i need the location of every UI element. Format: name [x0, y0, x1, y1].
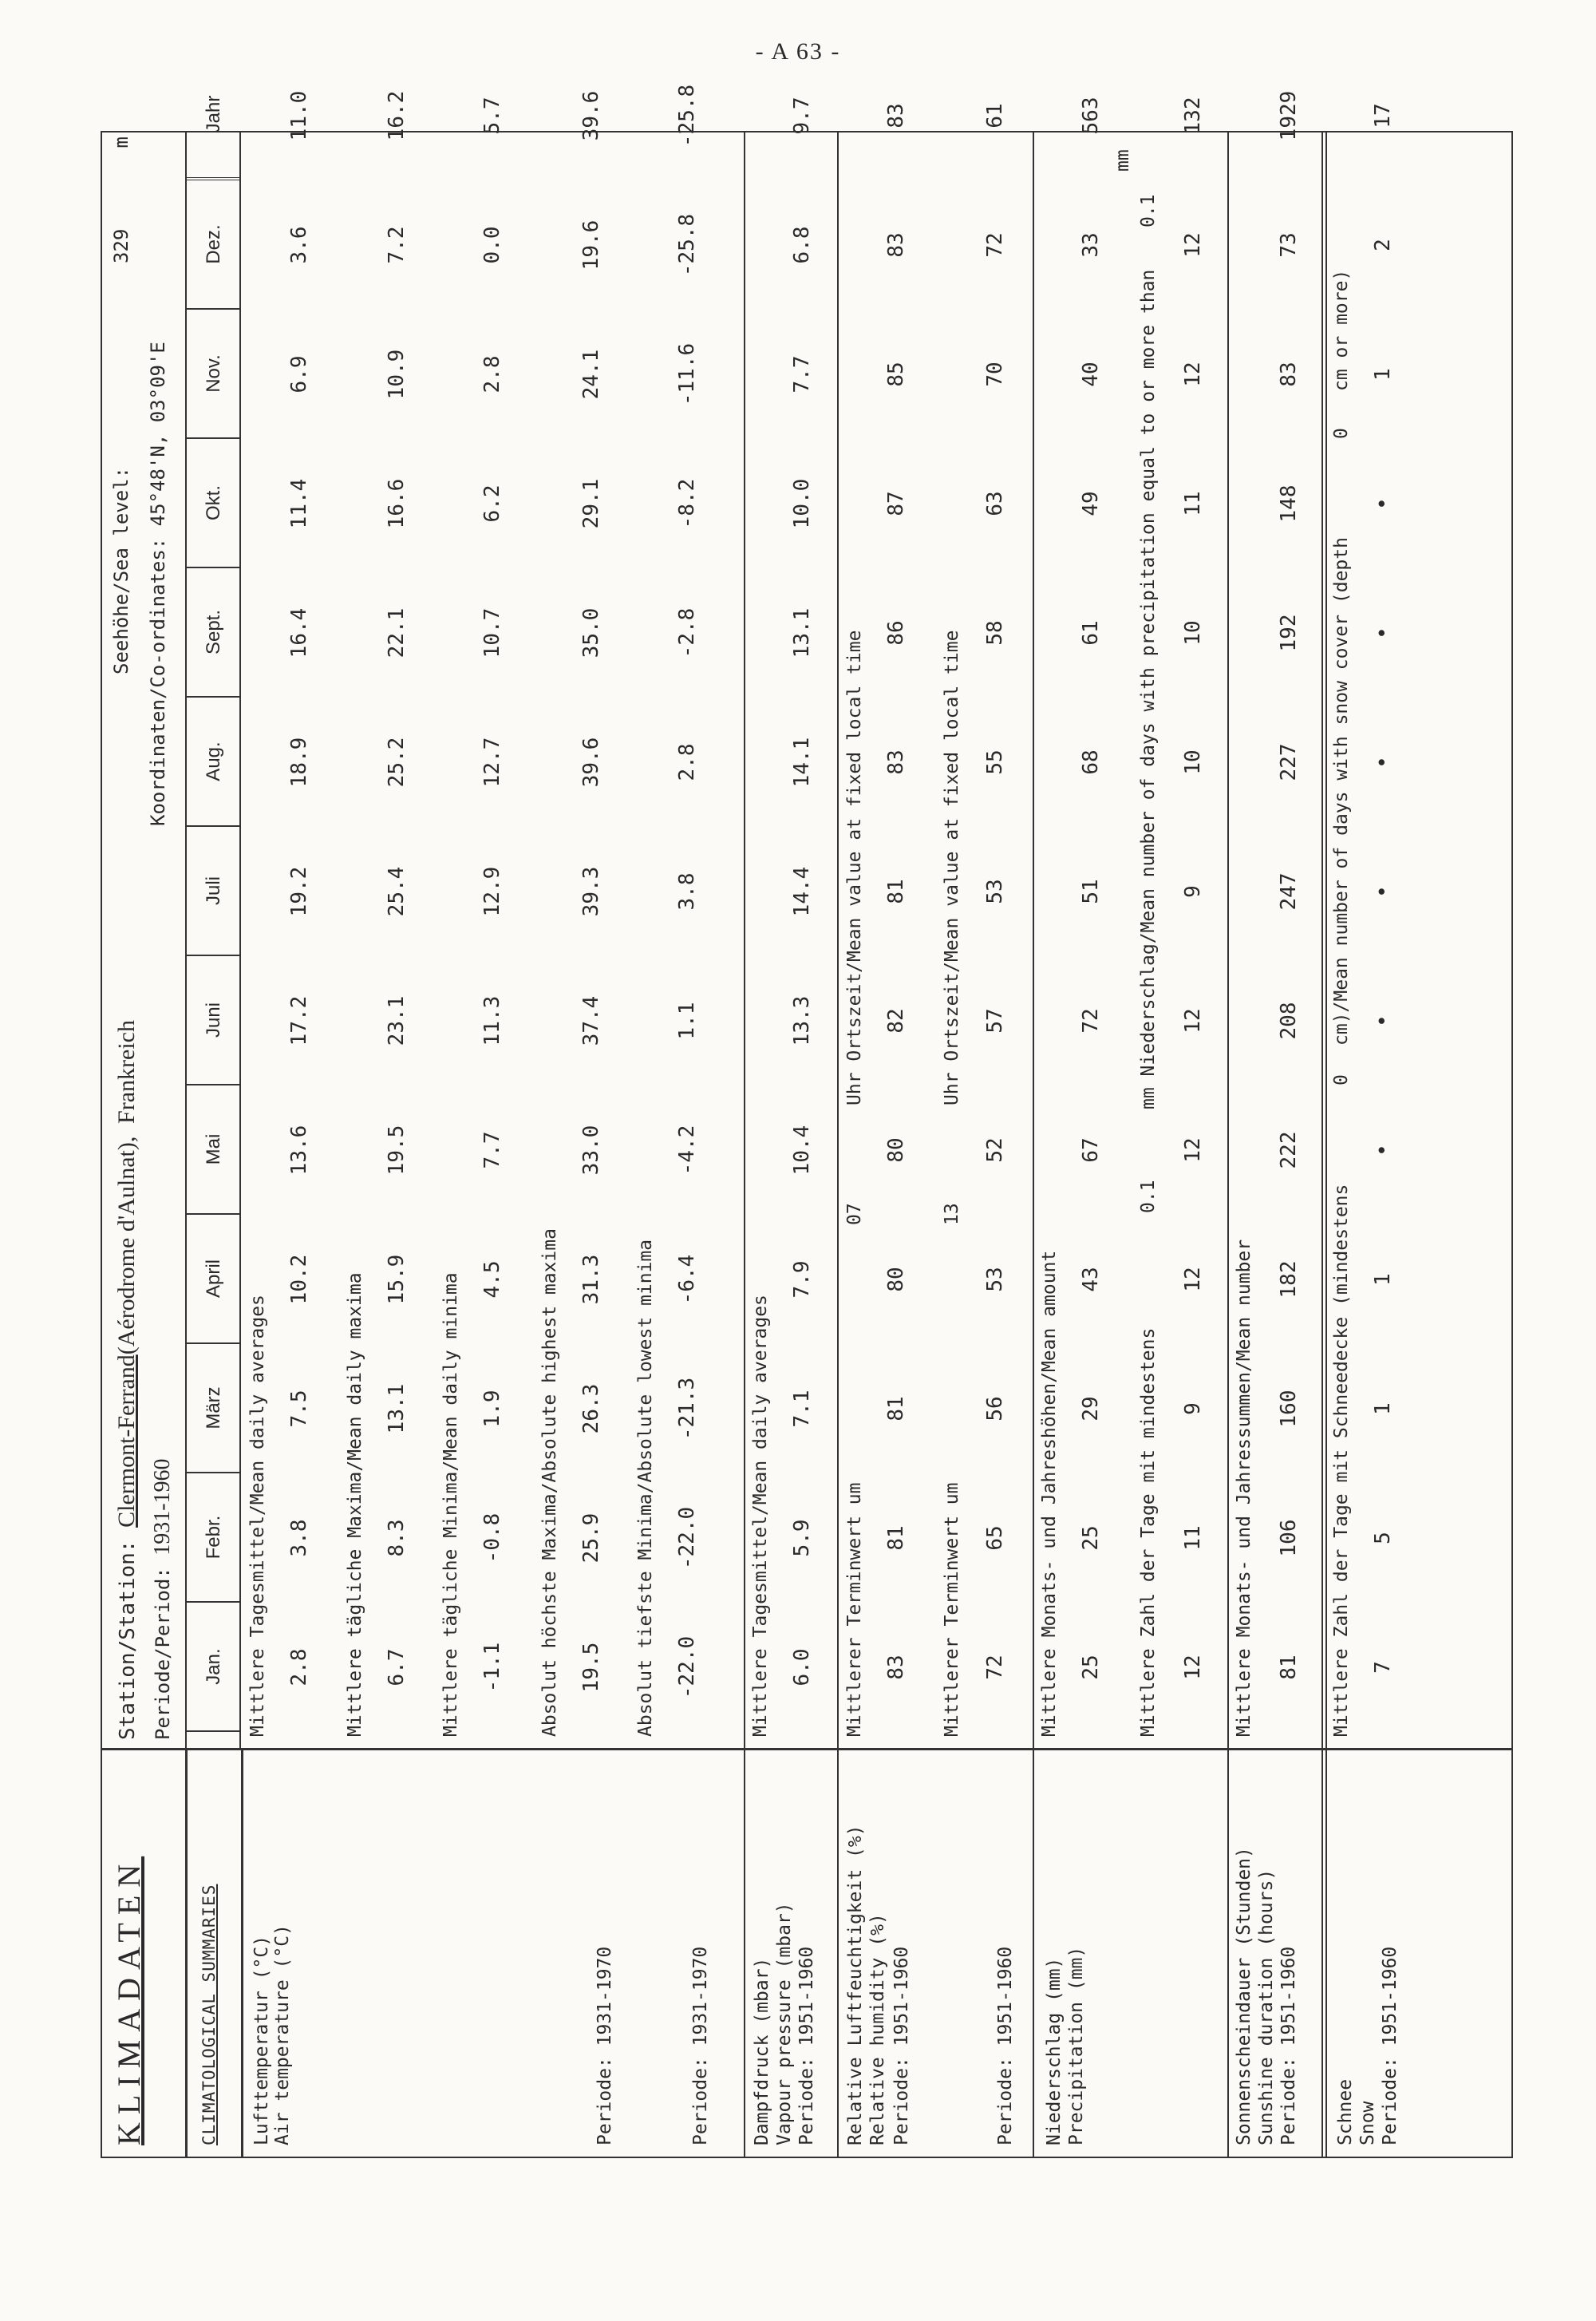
sunshine-value-4: 222 — [1277, 1131, 1301, 1169]
snow-label-de: Schnee — [1335, 2078, 1356, 2145]
precipitation-amount-value-10: 40 — [1079, 362, 1103, 387]
temperature-row-title-2: Mittlere tägliche Minima/Mean daily minima — [440, 1272, 461, 1737]
humidity-row1-title-b: Uhr Ortszeit/Mean value at fixed local time — [844, 630, 865, 1105]
precipitation-label-de: Niederschlag (mm) — [1044, 1957, 1065, 2145]
snow-value-4: • — [1371, 1144, 1395, 1157]
temperature-value-0-8: 16.4 — [287, 607, 311, 658]
month-header-7: Aug. — [187, 698, 241, 827]
period-header — [150, 1458, 176, 1740]
section-divider-precipitation — [1033, 132, 1034, 1748]
temperature-value-0-10: 6.9 — [287, 355, 311, 393]
precipitation-days-value-5: 12 — [1181, 1008, 1205, 1034]
sunshine-value-0: 81 — [1277, 1655, 1301, 1680]
precipitation-days-value-8: 10 — [1181, 620, 1205, 646]
snow-depth: 0 — [1331, 1074, 1352, 1085]
sunshine-value-8: 192 — [1277, 614, 1301, 652]
temperature-value-1-12: 16.2 — [385, 90, 409, 141]
temperature-value-3-12: 39.6 — [579, 90, 603, 141]
precipitation-row2-title-b: mm Niederschlag/Mean number of days with precipitation equal to or more than — [1138, 269, 1159, 1109]
humidity-07-value-2: 81 — [884, 1396, 908, 1421]
subtitle-box — [185, 1750, 241, 2157]
page-title: KLIMADATEN — [111, 1856, 147, 2145]
humidity-13-value-5: 57 — [983, 1008, 1007, 1034]
vapour-value-7: 14.1 — [790, 737, 814, 788]
humidity-07-value-11: 83 — [884, 232, 908, 258]
section-divider-vapour — [744, 132, 745, 1748]
month-header-10: Nov. — [187, 310, 241, 439]
month-header-12: Jahr — [187, 51, 241, 180]
temperature-value-4-7: 2.8 — [675, 743, 699, 781]
humidity-07-value-0: 83 — [884, 1655, 908, 1680]
sunshine-value-11: 73 — [1277, 232, 1301, 258]
temperature-value-0-1: 3.8 — [287, 1519, 311, 1557]
humidity-period-1: Periode: 1951-1960 — [891, 1946, 912, 2145]
section-divider-snow — [1325, 132, 1327, 1748]
temperature-value-1-11: 7.2 — [385, 226, 409, 264]
temperature-value-4-10: -11.6 — [675, 342, 699, 406]
snow-row-title-b: cm)/Mean number of days with snow cover (depth — [1331, 537, 1352, 1046]
snow-value-1: 5 — [1371, 1532, 1395, 1544]
temperature-value-0-3: 10.2 — [287, 1254, 311, 1305]
sunshine-label-en: Sunshine duration (hours) — [1256, 1868, 1277, 2145]
temperature-value-4-12: -25.8 — [675, 84, 699, 148]
humidity-13-value-3: 53 — [983, 1267, 1007, 1292]
temperature-value-3-8: 35.0 — [579, 607, 603, 658]
sunshine-label-de: Sonnenscheindauer (Stunden) — [1234, 1847, 1254, 2145]
section-divider-sunshine — [1227, 132, 1229, 1748]
month-header-5: Juni — [187, 956, 241, 1085]
temperature-value-2-9: 6.2 — [480, 484, 504, 523]
temperature-value-4-11: -25.8 — [675, 213, 699, 277]
temperature-value-1-0: 6.7 — [385, 1648, 409, 1686]
temperature-value-4-8: -2.8 — [675, 607, 699, 658]
station-label: Station/Station: — [116, 1540, 140, 1740]
sunshine-value-3: 182 — [1277, 1260, 1301, 1299]
precipitation-amount-value-5: 72 — [1079, 1008, 1103, 1034]
snow-value-8: • — [1371, 627, 1395, 639]
vapour-value-8: 13.1 — [790, 607, 814, 658]
precipitation-amount-value-12: 563 — [1079, 97, 1103, 135]
temperature-row-title-3: Absolut höchste Maxima/Absolute highest maxima — [539, 1228, 560, 1737]
sunshine-value-5: 208 — [1277, 1002, 1301, 1040]
precipitation-days-value-12: 132 — [1181, 97, 1205, 135]
temperature-value-0-2: 7.5 — [287, 1390, 311, 1428]
vapour-value-10: 7.7 — [790, 355, 814, 393]
temperature-value-0-4: 13.6 — [287, 1125, 311, 1176]
month-header-0: Jan. — [187, 1603, 241, 1732]
temperature-value-1-4: 19.5 — [385, 1125, 409, 1176]
elevation-unit: m — [110, 136, 132, 148]
temperature-value-3-5: 37.4 — [579, 995, 603, 1046]
temperature-period-1: Periode: 1931-1970 — [595, 1946, 615, 2145]
precipitation-days-value-4: 12 — [1181, 1137, 1205, 1163]
snow-value-11: 2 — [1371, 239, 1395, 251]
station-detail: (Aérodrome d'Aulnat), — [113, 1136, 140, 1355]
category-column — [102, 1748, 1511, 2157]
vapour-category — [744, 1750, 837, 2157]
vapour-value-2: 7.1 — [790, 1390, 814, 1428]
temperature-value-0-5: 17.2 — [287, 995, 311, 1046]
snow-category — [1325, 1750, 1429, 2157]
temperature-value-0-9: 11.4 — [287, 478, 311, 529]
snow-depth-2: 0 — [1331, 428, 1352, 439]
sunshine-value-10: 83 — [1277, 362, 1301, 387]
humidity-13-value-4: 52 — [983, 1137, 1007, 1163]
temperature-value-3-9: 29.1 — [579, 478, 603, 529]
temperature-value-0-11: 3.6 — [287, 226, 311, 264]
period-value: 1931-1960 — [150, 1458, 175, 1556]
precipitation-days-value-10: 12 — [1181, 362, 1205, 387]
precipitation-label-en: Precipitation (mm) — [1066, 1946, 1087, 2145]
month-header-1: Febr. — [187, 1473, 241, 1603]
temperature-value-4-5: 1.1 — [675, 1002, 699, 1040]
humidity-07-value-3: 80 — [884, 1267, 908, 1292]
humidity-07-value-5: 82 — [884, 1008, 908, 1034]
temperature-value-3-6: 39.3 — [579, 866, 603, 917]
elevation — [110, 136, 132, 263]
humidity-13-value-12: 61 — [983, 103, 1007, 129]
vapour-label-de: Dampfdruck (mbar) — [752, 1957, 772, 2145]
sunshine-value-2: 160 — [1277, 1390, 1301, 1428]
temperature-label-en: Air temperature (°C) — [272, 1924, 293, 2145]
humidity-07-value-7: 83 — [884, 749, 908, 775]
temperature-value-1-5: 23.1 — [385, 995, 409, 1046]
precipitation-days-value-9: 11 — [1181, 491, 1205, 516]
precipitation-amount-value-3: 43 — [1079, 1267, 1103, 1292]
snow-value-7: • — [1371, 756, 1395, 769]
snow-row-title-a: Mittlere Zahl der Tage mit Schneedecke (mindestens — [1331, 1184, 1352, 1737]
temperature-value-4-6: 3.8 — [675, 872, 699, 911]
title-box — [102, 1750, 188, 2157]
humidity-13-value-9: 63 — [983, 491, 1007, 516]
temperature-value-4-3: -6.4 — [675, 1254, 699, 1305]
humidity-07-value-6: 81 — [884, 879, 908, 904]
month-header-4: Mai — [187, 1085, 241, 1215]
temperature-value-1-3: 15.9 — [385, 1254, 409, 1305]
month-header-2: März — [187, 1344, 241, 1473]
temperature-value-1-2: 13.1 — [385, 1383, 409, 1434]
vapour-value-9: 10.0 — [790, 478, 814, 529]
precipitation-amount-value-0: 25 — [1079, 1655, 1103, 1680]
temperature-value-0-0: 2.8 — [287, 1648, 311, 1686]
vapour-value-6: 14.4 — [790, 866, 814, 917]
page-number: - A 63 - — [755, 38, 841, 65]
temperature-value-0-6: 19.2 — [287, 866, 311, 917]
precipitation-row2-title-a: Mittlere Zahl der Tage mit mindestens — [1138, 1327, 1159, 1737]
humidity-07-value-12: 83 — [884, 103, 908, 129]
temperature-value-3-7: 39.6 — [579, 737, 603, 788]
sunshine-value-1: 106 — [1277, 1519, 1301, 1557]
sea-level-label: Seehöhe/Sea level: — [110, 466, 132, 674]
temperature-value-3-11: 19.6 — [579, 219, 603, 271]
humidity-13-value-11: 72 — [983, 232, 1007, 258]
page-subtitle: CLIMATOLOGICAL SUMMARIES — [200, 1884, 219, 2145]
humidity-07-value-10: 85 — [884, 362, 908, 387]
temperature-value-1-10: 10.9 — [385, 349, 409, 400]
temperature-value-2-10: 2.8 — [480, 355, 504, 393]
snow-value-10: 1 — [1371, 368, 1395, 381]
precipitation-amount-value-7: 68 — [1079, 749, 1103, 775]
temperature-value-3-10: 24.1 — [579, 349, 603, 400]
snow-value-3: 1 — [1371, 1273, 1395, 1286]
month-header-11: Dez. — [187, 180, 241, 310]
vapour-value-11: 6.8 — [790, 226, 814, 264]
snow-row-title-c: cm or more) — [1331, 269, 1352, 391]
snow-value-5: • — [1371, 1014, 1395, 1027]
temperature-row-title-4: Absolut tiefste Minima/Absolute lowest minima — [635, 1239, 656, 1737]
month-header-8: Sept. — [187, 568, 241, 698]
temperature-value-2-4: 7.7 — [480, 1131, 504, 1169]
sunshine-period: Periode: 1951-1960 — [1278, 1946, 1299, 2145]
vapour-value-5: 13.3 — [790, 995, 814, 1046]
sunshine-value-12: 1929 — [1277, 90, 1301, 141]
temperature-value-4-1: -22.0 — [675, 1506, 699, 1570]
snow-value-2: 1 — [1371, 1402, 1395, 1415]
precipitation-row2-amount: 0.1 — [1138, 1180, 1159, 1213]
humidity-period-2: Periode: 1951-1960 — [995, 1946, 1016, 2145]
temperature-value-3-2: 26.3 — [579, 1383, 603, 1434]
humidity-row1-title-a: Mittlerer Terminwert um — [844, 1482, 865, 1737]
climate-table — [101, 84, 1513, 2158]
precipitation-days-value-0: 12 — [1181, 1655, 1205, 1680]
temperature-value-2-12: 5.7 — [480, 97, 504, 135]
temperature-value-2-7: 12.7 — [480, 737, 504, 788]
precipitation-amount-value-4: 67 — [1079, 1137, 1103, 1163]
section-divider-double — [1321, 132, 1323, 1748]
month-header-6: Juli — [187, 827, 241, 956]
section-divider-humidity — [837, 132, 839, 1748]
precipitation-days-value-2: 9 — [1181, 1402, 1205, 1415]
sunshine-value-9: 148 — [1277, 484, 1301, 523]
vapour-value-0: 6.0 — [790, 1648, 814, 1686]
month-header-3: April — [187, 1215, 241, 1344]
temperature-category — [241, 1750, 744, 2157]
humidity-row2-title-b: Uhr Ortszeit/Mean value at fixed local time — [942, 630, 962, 1105]
snow-value-6: • — [1371, 885, 1395, 898]
humidity-row2-hour: 13 — [942, 1203, 962, 1225]
vapour-row-title: Mittlere Tagesmittel/Mean daily averages — [750, 1295, 771, 1737]
humidity-category — [837, 1750, 1033, 2157]
coordinates — [147, 342, 169, 826]
snow-value-0: 7 — [1371, 1661, 1395, 1674]
temperature-value-2-2: 1.9 — [480, 1390, 504, 1428]
temperature-value-1-6: 25.4 — [385, 866, 409, 917]
temperature-value-3-3: 31.3 — [579, 1254, 603, 1305]
humidity-13-value-1: 65 — [983, 1525, 1007, 1551]
temperature-value-1-9: 16.6 — [385, 478, 409, 529]
humidity-13-value-6: 53 — [983, 879, 1007, 904]
vapour-value-12: 9.7 — [790, 97, 814, 135]
temperature-label-de: Lufttemperatur (°C) — [251, 1935, 272, 2145]
temperature-value-2-6: 12.9 — [480, 866, 504, 917]
temperature-value-0-12: 11.0 — [287, 90, 311, 141]
temperature-value-2-11: 0.0 — [480, 226, 504, 264]
precipitation-days-value-1: 11 — [1181, 1525, 1205, 1551]
temperature-value-4-4: -4.2 — [675, 1125, 699, 1176]
precipitation-amount-value-8: 61 — [1079, 620, 1103, 646]
vapour-period: Periode: 1951-1960 — [796, 1946, 817, 2145]
precipitation-amount-value-1: 25 — [1079, 1525, 1103, 1551]
temperature-value-3-4: 33.0 — [579, 1125, 603, 1176]
temperature-value-1-7: 25.2 — [385, 737, 409, 788]
precipitation-amount-value-9: 49 — [1079, 491, 1103, 516]
humidity-label-en: Relative humidity (%) — [867, 1913, 888, 2145]
temperature-value-4-9: -8.2 — [675, 478, 699, 529]
station-header — [113, 1020, 140, 1740]
precipitation-days-value-3: 12 — [1181, 1267, 1205, 1292]
temperature-value-2-0: -1.1 — [480, 1642, 504, 1693]
precipitation-amount-value-6: 51 — [1079, 879, 1103, 904]
temperature-value-1-8: 22.1 — [385, 607, 409, 658]
snow-value-12: 17 — [1371, 103, 1395, 129]
coordinates-label: Koordinaten/Co-ordinates: — [147, 537, 169, 826]
temperature-value-2-8: 10.7 — [480, 607, 504, 658]
elevation-value: 329 — [110, 228, 132, 263]
precipitation-days-value-6: 9 — [1181, 885, 1205, 898]
temperature-value-2-1: -0.8 — [480, 1512, 504, 1564]
humidity-row2-title-a: Mittlerer Terminwert um — [942, 1482, 962, 1737]
snow-label-en: Snow — [1357, 2101, 1378, 2145]
precipitation-days-value-11: 12 — [1181, 232, 1205, 258]
humidity-label-de: Relative Luftfeuchtigkeit (%) — [845, 1825, 866, 2145]
temperature-period-2: Periode: 1931-1970 — [690, 1946, 711, 2145]
section-divider — [1321, 1750, 1323, 2157]
data-area — [102, 84, 1511, 1748]
humidity-13-value-8: 58 — [983, 620, 1007, 646]
temperature-row-title-0: Mittlere Tagesmittel/Mean daily averages — [247, 1295, 268, 1737]
humidity-13-value-0: 72 — [983, 1655, 1007, 1680]
temperature-value-4-0: -22.0 — [675, 1635, 699, 1699]
sunshine-row-title: Mittlere Monats- und Jahressummen/Mean number — [1234, 1239, 1254, 1737]
vapour-label-en: Vapour pressure (mbar) — [774, 1902, 795, 2145]
coordinates-value: 45°48'N, 03°09'E — [147, 342, 169, 527]
humidity-row1-hour: 07 — [844, 1203, 865, 1225]
vapour-value-1: 5.9 — [790, 1519, 814, 1557]
sunshine-category — [1227, 1750, 1325, 2157]
temperature-value-2-3: 4.5 — [480, 1260, 504, 1299]
precipitation-row1-title: Mittlere Monats- und Jahreshöhen/Mean amount — [1039, 1250, 1060, 1737]
precipitation-days-value-7: 10 — [1181, 749, 1205, 775]
temperature-value-3-0: 19.5 — [579, 1642, 603, 1693]
sunshine-value-6: 247 — [1277, 872, 1301, 911]
precipitation-category — [1033, 1750, 1227, 2157]
temperature-row-title-1: Mittlere tägliche Maxima/Mean daily maxima — [345, 1272, 365, 1737]
month-header-row — [185, 95, 241, 1748]
precipitation-amount-value-2: 29 — [1079, 1396, 1103, 1421]
humidity-07-value-1: 81 — [884, 1525, 908, 1551]
temperature-value-2-5: 11.3 — [480, 995, 504, 1046]
sunshine-value-7: 227 — [1277, 743, 1301, 781]
humidity-07-value-9: 87 — [884, 491, 908, 516]
period-label: Periode/Period: — [152, 1567, 174, 1740]
vapour-value-4: 10.4 — [790, 1125, 814, 1176]
precipitation-row2-amount-2: 0.1 — [1138, 194, 1159, 227]
temperature-value-1-1: 8.3 — [385, 1519, 409, 1557]
temperature-value-0-7: 18.9 — [287, 737, 311, 788]
humidity-13-value-7: 55 — [983, 749, 1007, 775]
humidity-13-value-2: 56 — [983, 1396, 1007, 1421]
humidity-07-value-8: 86 — [884, 620, 908, 646]
precipitation-amount-value-11: 33 — [1079, 232, 1103, 258]
precipitation-row2-unit: mm — [1112, 149, 1133, 172]
temperature-value-4-2: -21.3 — [675, 1377, 699, 1441]
vapour-value-3: 7.9 — [790, 1260, 814, 1299]
snow-period: Periode: 1951-1960 — [1380, 1946, 1400, 2145]
station-country: Frankreich — [113, 1020, 140, 1124]
station-name: Clermont-Ferrand — [113, 1354, 140, 1528]
humidity-07-value-4: 80 — [884, 1137, 908, 1163]
humidity-13-value-10: 70 — [983, 362, 1007, 387]
temperature-value-3-1: 25.9 — [579, 1512, 603, 1564]
month-header-9: Okt. — [187, 439, 241, 568]
snow-value-9: • — [1371, 497, 1395, 510]
